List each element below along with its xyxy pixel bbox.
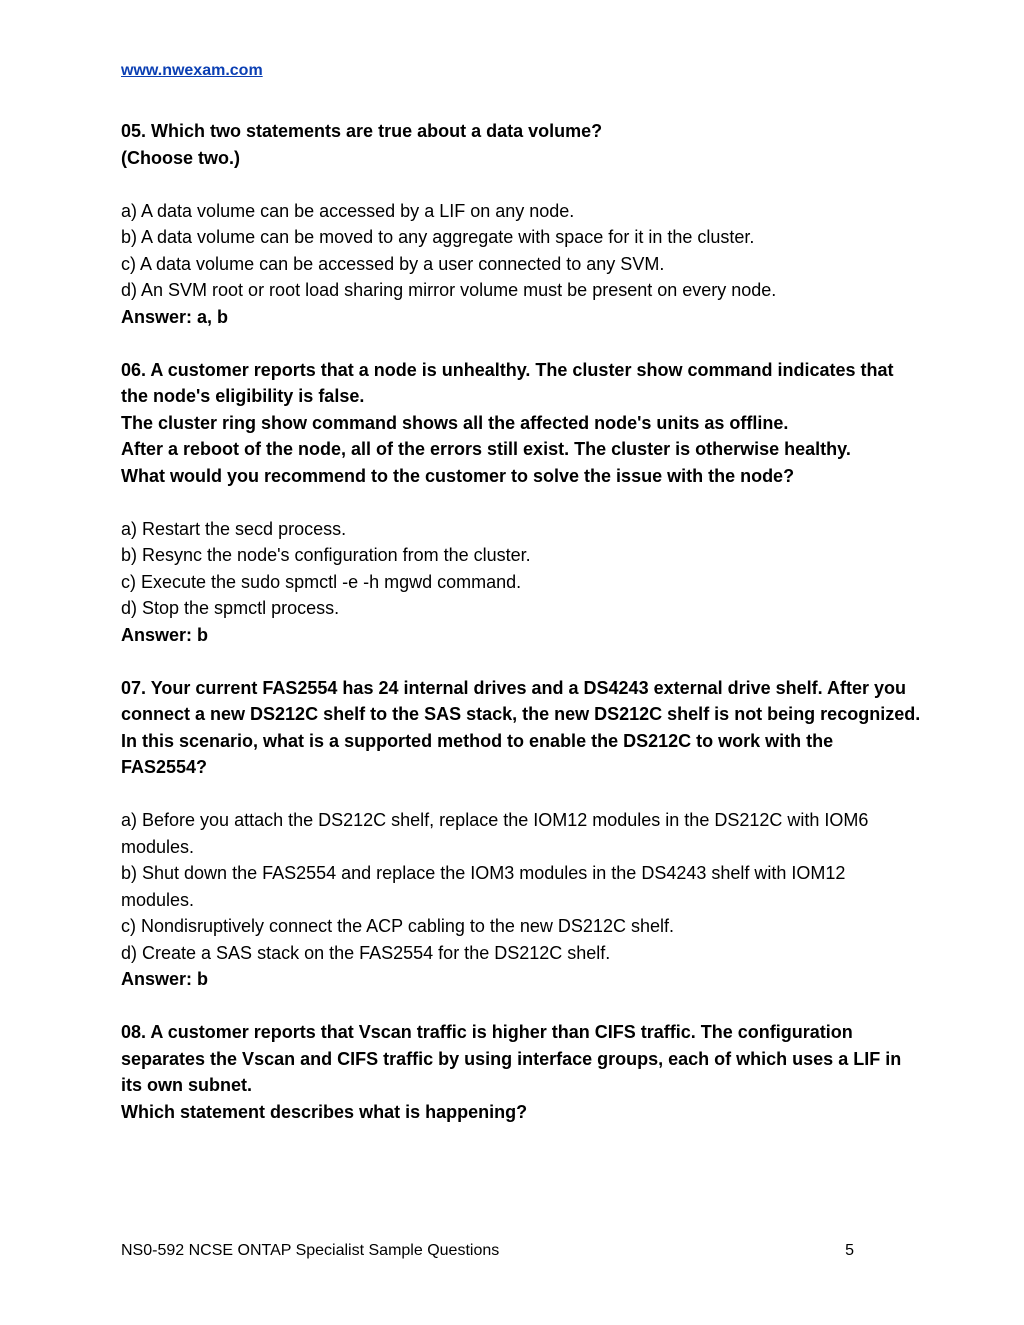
answer: Answer: b <box>121 624 209 645</box>
option-list <box>121 807 921 966</box>
question-stem-line: After a reboot of the node, all of the errors still exist. The cluster is otherwise healthy. <box>121 439 851 459</box>
question-05 <box>121 118 921 330</box>
question-stem-line: (Choose two.) <box>121 147 240 168</box>
option-a: a) A data volume can be accessed by a LIF on any node. <box>121 200 575 221</box>
answer: Answer: a, b <box>121 306 229 327</box>
option-list <box>121 198 921 304</box>
option-d: d) An SVM root or root load sharing mirror volume must be present on every node. <box>121 280 777 300</box>
option-c: c) A data volume can be accessed by a user connected to any SVM. <box>121 253 665 274</box>
option-b: b) A data volume can be moved to any aggregate with space for it in the cluster. <box>121 227 755 247</box>
question-07 <box>121 675 921 993</box>
question-stem-line: 07. Your current FAS2554 has 24 internal drives and a DS4243 external drive shelf. After you connect a new DS212C shelf to the SAS stack, the new DS212C shelf is not being recognized. <box>121 677 921 724</box>
document-page <box>121 58 921 1152</box>
question-stem-line: What would you recommend to the customer to solve the issue with the node? <box>121 465 795 486</box>
option-a: a) Before you attach the DS212C shelf, replace the IOM12 modules in the DS212C with IOM6 modules. <box>121 810 869 857</box>
question-stem-line: 05. Which two statements are true about a data volume? <box>121 121 603 141</box>
question-stem-line: 08. A customer reports that Vscan traffic is higher than CIFS traffic. The configuration separates the Vscan and CIFS traffic by using interface groups, each of which uses a LIF in its own subnet. <box>121 1022 902 1095</box>
question-stem-line: 06. A customer reports that a node is unhealthy. The cluster show command indicates that the node's eligibility is false. <box>121 359 894 406</box>
option-d: d) Create a SAS stack on the FAS2554 for the DS212C shelf. <box>121 942 611 963</box>
question-stem <box>121 1019 921 1125</box>
option-d: d) Stop the spmctl process. <box>121 598 340 618</box>
question-stem <box>121 675 921 781</box>
site-link[interactable]: www.nwexam.com <box>121 62 263 79</box>
question-stem-line: The cluster ring show command shows all the affected node's units as offline. <box>121 412 789 433</box>
question-stem-line: In this scenario, what is a supported method to enable the DS212C to work with the FAS2554? <box>121 730 834 777</box>
question-stem <box>121 118 921 171</box>
option-b: b) Shut down the FAS2554 and replace the IOM3 modules in the DS4243 shelf with IOM12 modules. <box>121 863 846 910</box>
option-c: c) Nondisruptively connect the ACP cabling to the new DS212C shelf. <box>121 916 674 936</box>
question-stem-line: Which statement describes what is happening? <box>121 1101 528 1122</box>
option-list <box>121 516 921 622</box>
option-a: a) Restart the secd process. <box>121 518 347 539</box>
question-stem <box>121 357 921 490</box>
question-08 <box>121 1019 921 1125</box>
page-footer <box>121 1239 854 1263</box>
option-b: b) Resync the node's configuration from the cluster. <box>121 545 531 565</box>
footer-title: NS0-592 NCSE ONTAP Specialist Sample Questions <box>121 1242 500 1259</box>
answer: Answer: b <box>121 969 209 989</box>
question-06 <box>121 357 921 649</box>
page-number: 5 <box>845 1242 854 1259</box>
option-c: c) Execute the sudo spmctl -e -h mgwd command. <box>121 571 522 592</box>
